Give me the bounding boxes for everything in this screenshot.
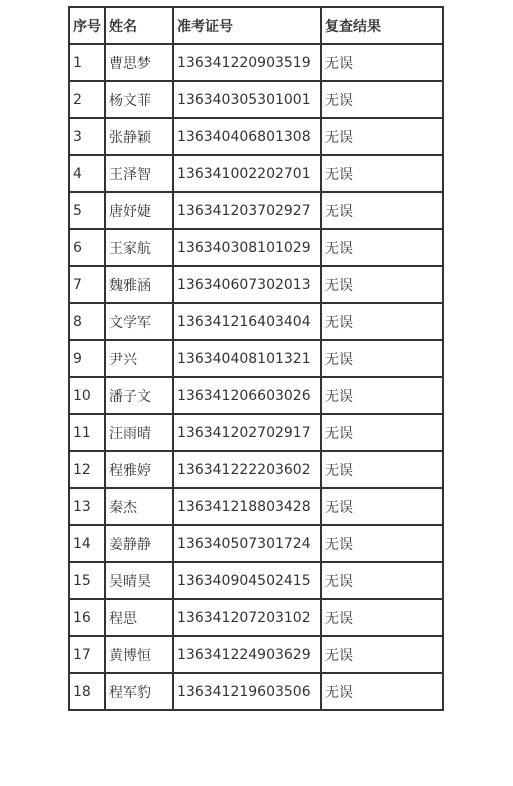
cell-exam-id: 136341206603026 bbox=[173, 377, 321, 414]
cell-name: 潘子文 bbox=[105, 377, 173, 414]
cell-name: 秦杰 bbox=[105, 488, 173, 525]
cell-seq: 7 bbox=[69, 266, 105, 303]
table-row bbox=[69, 44, 443, 81]
table-row bbox=[69, 451, 443, 488]
cell-result: 无误 bbox=[321, 377, 443, 414]
cell-result: 无误 bbox=[321, 525, 443, 562]
table-row bbox=[69, 599, 443, 636]
table-row bbox=[69, 340, 443, 377]
cell-result: 无误 bbox=[321, 44, 443, 81]
cell-seq: 1 bbox=[69, 44, 105, 81]
cell-result: 无误 bbox=[321, 81, 443, 118]
cell-seq: 18 bbox=[69, 673, 105, 710]
cell-name: 姜静静 bbox=[105, 525, 173, 562]
cell-seq: 10 bbox=[69, 377, 105, 414]
cell-seq: 5 bbox=[69, 192, 105, 229]
cell-seq: 4 bbox=[69, 155, 105, 192]
cell-result: 无误 bbox=[321, 451, 443, 488]
cell-exam-id: 136340305301001 bbox=[173, 81, 321, 118]
cell-result: 无误 bbox=[321, 636, 443, 673]
cell-exam-id: 136341219603506 bbox=[173, 673, 321, 710]
cell-exam-id: 136341224903629 bbox=[173, 636, 321, 673]
cell-seq: 8 bbox=[69, 303, 105, 340]
cell-name: 黄博恒 bbox=[105, 636, 173, 673]
table-row bbox=[69, 81, 443, 118]
cell-name: 王家航 bbox=[105, 229, 173, 266]
cell-exam-id: 136340607302013 bbox=[173, 266, 321, 303]
cell-exam-id: 136341222203602 bbox=[173, 451, 321, 488]
cell-result: 无误 bbox=[321, 599, 443, 636]
cell-seq: 3 bbox=[69, 118, 105, 155]
cell-name: 曹思梦 bbox=[105, 44, 173, 81]
table-body bbox=[69, 44, 443, 710]
cell-seq: 2 bbox=[69, 81, 105, 118]
cell-result: 无误 bbox=[321, 673, 443, 710]
cell-result: 无误 bbox=[321, 155, 443, 192]
cell-exam-id: 136341220903519 bbox=[173, 44, 321, 81]
table-row bbox=[69, 525, 443, 562]
header-name: 姓名 bbox=[105, 7, 173, 44]
cell-seq: 16 bbox=[69, 599, 105, 636]
cell-name: 文学军 bbox=[105, 303, 173, 340]
cell-result: 无误 bbox=[321, 303, 443, 340]
cell-result: 无误 bbox=[321, 562, 443, 599]
cell-result: 无误 bbox=[321, 340, 443, 377]
table-row bbox=[69, 266, 443, 303]
cell-name: 程军豹 bbox=[105, 673, 173, 710]
cell-seq: 17 bbox=[69, 636, 105, 673]
table-row bbox=[69, 414, 443, 451]
cell-name: 程雅婷 bbox=[105, 451, 173, 488]
table-row bbox=[69, 377, 443, 414]
cell-seq: 9 bbox=[69, 340, 105, 377]
cell-exam-id: 136340904502415 bbox=[173, 562, 321, 599]
cell-exam-id: 136341207203102 bbox=[173, 599, 321, 636]
cell-exam-id: 136340408101321 bbox=[173, 340, 321, 377]
cell-name: 汪雨晴 bbox=[105, 414, 173, 451]
cell-seq: 12 bbox=[69, 451, 105, 488]
cell-exam-id: 136340507301724 bbox=[173, 525, 321, 562]
cell-exam-id: 136341218803428 bbox=[173, 488, 321, 525]
cell-seq: 6 bbox=[69, 229, 105, 266]
cell-seq: 15 bbox=[69, 562, 105, 599]
cell-seq: 14 bbox=[69, 525, 105, 562]
cell-name: 吴晴昊 bbox=[105, 562, 173, 599]
table-row bbox=[69, 192, 443, 229]
table-row bbox=[69, 636, 443, 673]
cell-exam-id: 136340308101029 bbox=[173, 229, 321, 266]
header-exam-id: 准考证号 bbox=[173, 7, 321, 44]
cell-seq: 13 bbox=[69, 488, 105, 525]
cell-name: 张静颖 bbox=[105, 118, 173, 155]
table-row bbox=[69, 155, 443, 192]
cell-name: 魏雅涵 bbox=[105, 266, 173, 303]
cell-name: 唐妤婕 bbox=[105, 192, 173, 229]
cell-result: 无误 bbox=[321, 266, 443, 303]
cell-result: 无误 bbox=[321, 192, 443, 229]
table-row bbox=[69, 118, 443, 155]
table-row bbox=[69, 303, 443, 340]
cell-result: 无误 bbox=[321, 118, 443, 155]
cell-exam-id: 136341002202701 bbox=[173, 155, 321, 192]
header-result: 复查结果 bbox=[321, 7, 443, 44]
cell-exam-id: 136340406801308 bbox=[173, 118, 321, 155]
cell-name: 杨文菲 bbox=[105, 81, 173, 118]
table-row bbox=[69, 562, 443, 599]
cell-exam-id: 136341203702927 bbox=[173, 192, 321, 229]
results-table bbox=[68, 6, 444, 711]
cell-name: 王泽智 bbox=[105, 155, 173, 192]
cell-seq: 11 bbox=[69, 414, 105, 451]
table-row bbox=[69, 229, 443, 266]
table-row bbox=[69, 488, 443, 525]
cell-exam-id: 136341216403404 bbox=[173, 303, 321, 340]
header-seq: 序号 bbox=[69, 7, 105, 44]
cell-result: 无误 bbox=[321, 414, 443, 451]
cell-name: 程思 bbox=[105, 599, 173, 636]
cell-exam-id: 136341202702917 bbox=[173, 414, 321, 451]
cell-result: 无误 bbox=[321, 488, 443, 525]
table-header-row bbox=[69, 7, 443, 44]
table-row bbox=[69, 673, 443, 710]
cell-result: 无误 bbox=[321, 229, 443, 266]
cell-name: 尹兴 bbox=[105, 340, 173, 377]
